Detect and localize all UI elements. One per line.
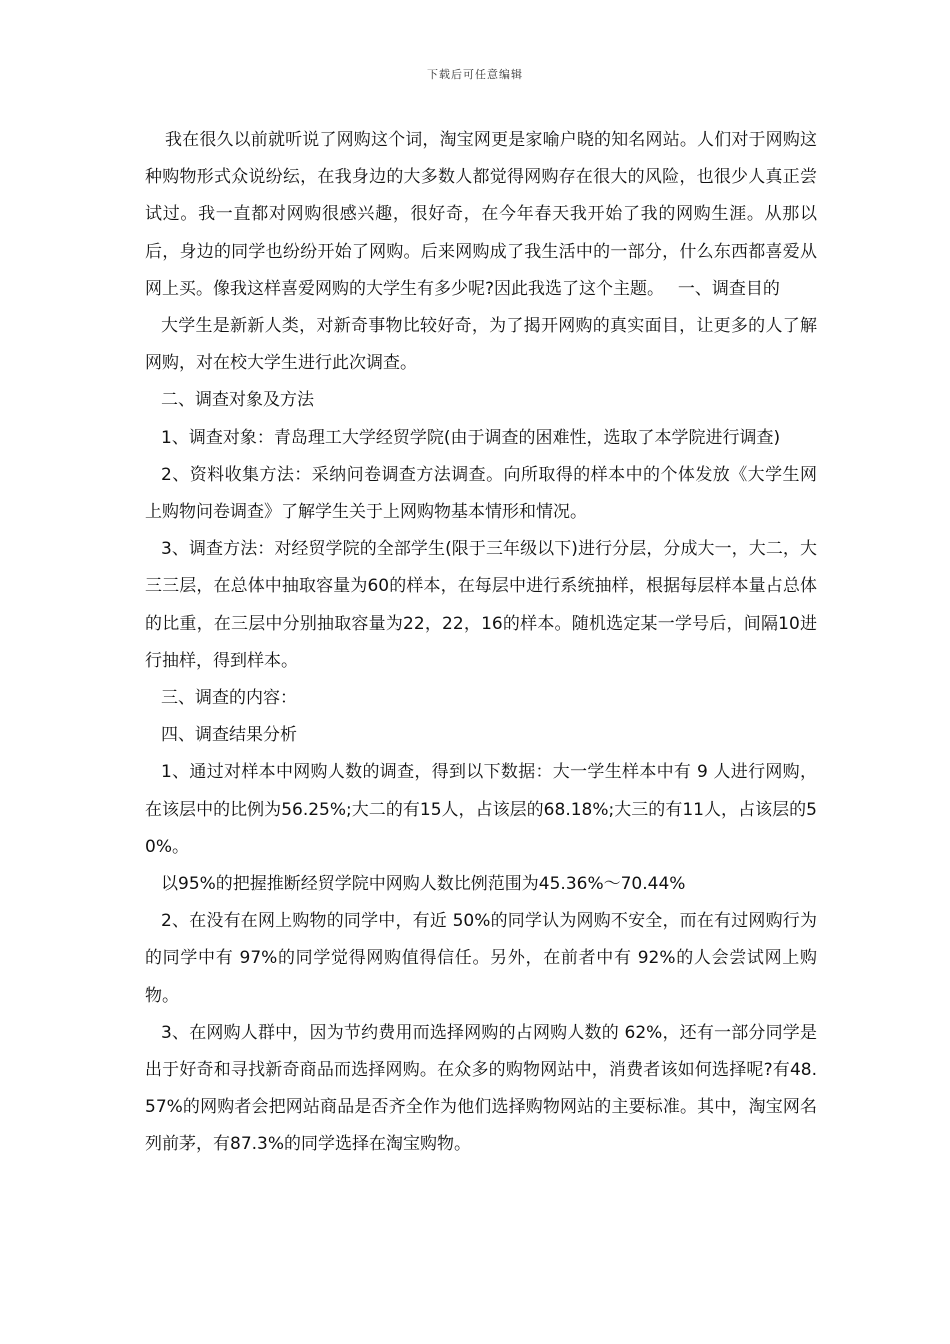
- heading-content: 三、调查的内容：: [161, 688, 297, 709]
- heading-subjects-methods: 二、调查对象及方法: [161, 390, 314, 411]
- heading-results: 四、调查结果分析: [161, 725, 297, 746]
- paragraph-subjects: 1、调查对象：青岛理工大学经贸学院(由于调查的困难性，选取了本学院进行调查): [161, 427, 781, 448]
- document-body: [145, 122, 817, 1164]
- paragraph-survey-method: 3、调查方法：对经贸学院的全部学生(限于三年级以下)进行分层，分成大一，大二，大三三层，在总体中抽取容量为60的样本，在每层中进行系统抽样，根据每层样本量占总体的比重，在三层中分别抽取容量为22，22，16的样本。随机选定某一学号后，间隔10进行抽样，得到样本。: [145, 539, 817, 671]
- paragraph-intro: 我在很久以前就听说了网购这个词，淘宝网更是家喻户晓的知名网站。人们对于网购这种购物形式众说纷纭，在我身边的大多数人都觉得网购存在很大的风险，也很少人真正尝试过。我一直都对网购很感兴趣，很好奇，在今年春天我开始了我的网购生涯。从那以后，身边的同学也纷纷开始了网购。后来网购成了我生活中的一部分，什么东西都喜爱从网上买。像我这样喜爱网购的大学生有多少呢?因此我选了这个主题。 一、调查目的: [145, 130, 817, 299]
- paragraph-result-3: 3、在网购人群中，因为节约费用而选择网购的占网购人数的 62%，还有一部分同学是出于好奇和寻找新奇商品而选择网购。在众多的购物网站中，消费者该如何选择呢?有48.57%的网购者会把网站商品是否齐全作为他们选择购物网站的主要标准。其中，淘宝网名列前茅，有87.3%的同学选择在淘宝购物。: [145, 1022, 817, 1155]
- paragraph-result-1: 1、通过对样本中网购人数的调查，得到以下数据：大一学生样本中有 9 人进行网购，在该层中的比例为56.25%;大二的有15人，占该层的68.18%;大三的有11人，占该层的50%。: [145, 762, 817, 857]
- paragraph-inference: 以95%的把握推断经贸学院中网购人数比例范围为45.36%～70.44%: [161, 874, 686, 895]
- page-header: 下载后可任意编辑: [427, 68, 523, 81]
- paragraph-purpose: 大学生是新新人类，对新奇事物比较好奇，为了揭开网购的真实面目，让更多的人了解网购，对在校大学生进行此次调查。: [145, 316, 817, 374]
- paragraph-result-2: 2、在没有在网上购物的同学中，有近 50%的同学认为网购不安全，而在有过网购行为的同学中有 97%的同学觉得网购值得信任。另外，在前者中有 92%的人会尝试网上购物。: [145, 911, 817, 1006]
- paragraph-data-collection: 2、资料收集方法：采纳问卷调查方法调查。向所取得的样本中的个体发放《大学生网上购物问卷调查》了解学生关于上网购物基本情形和情况。: [145, 464, 817, 523]
